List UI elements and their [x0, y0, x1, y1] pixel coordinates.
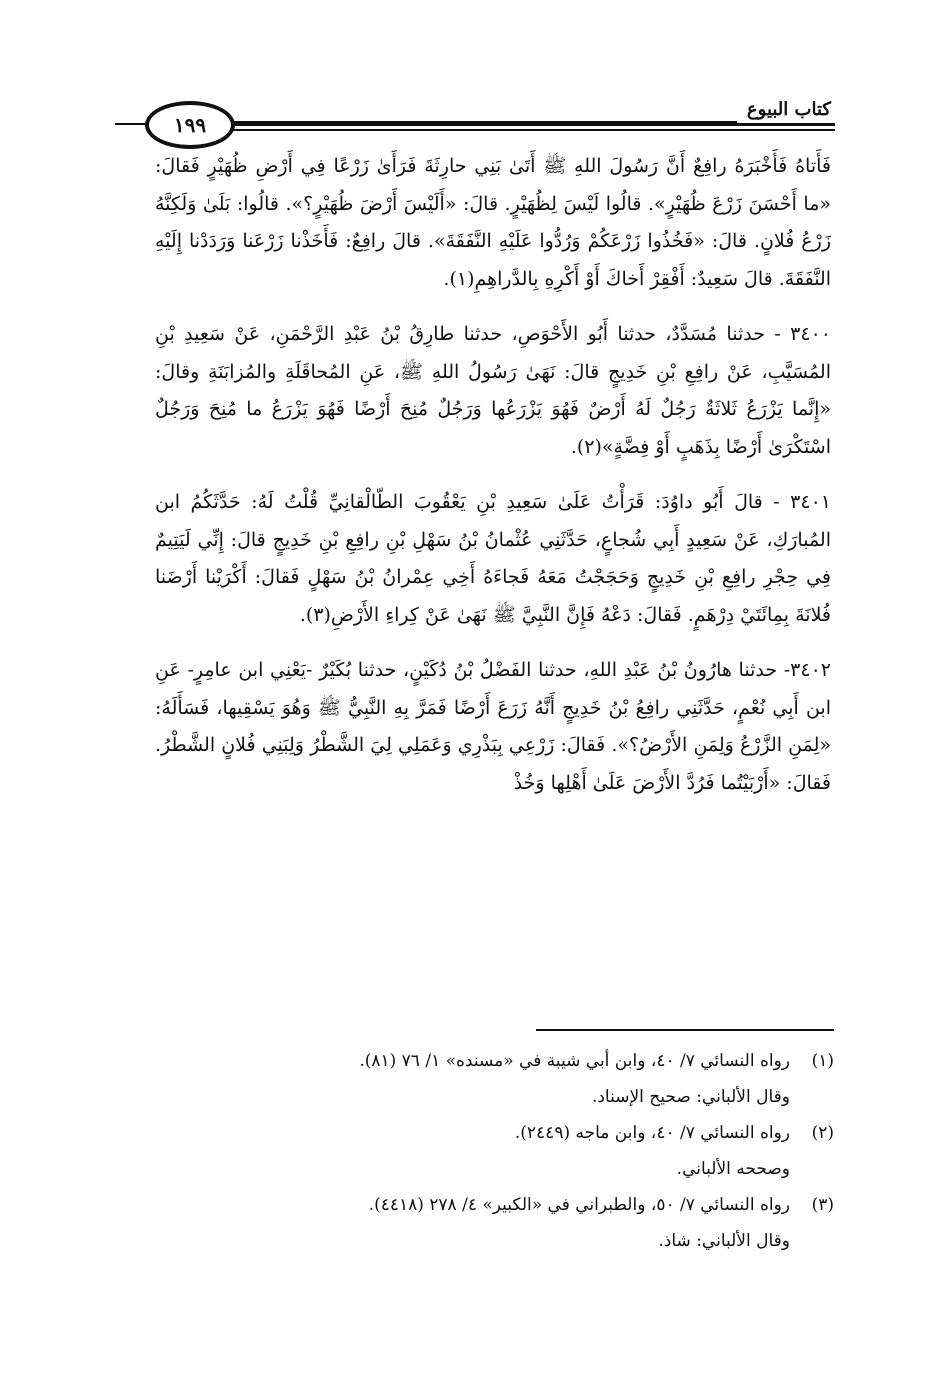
footnotes: [240, 1043, 834, 1259]
footnote-text: وقال الألباني: شاذ.: [658, 1231, 790, 1251]
header-rule-thin: [210, 129, 835, 131]
footnote-3: [240, 1187, 834, 1223]
page-number: ١٩٩: [173, 113, 207, 137]
hadith-3401: ٣٤٠١ - قالَ أَبُو داوُدَ: قَرَأْتُ عَلَىٰ سَعِيدِ بْنِ يَعْقُوبَ الطّالْقانِيِّ قُلْتُ لَهُ: حَدَّثَكُمُ ابن المُبارَكِ، عَنْ سَعِيدٍ أَبِي شُجاعٍ، حَدَّثَنِي عُثْمانُ بْنُ سَهْلِ بْنِ رافِعِ بْنِ خَدِيجٍ قالَ: إِنِّي لَيَتِيمٌ فِي حِجْرِ رافِعِ بْنِ خَدِيجٍ وَحَجَجْتُ مَعَهُ فَجاءَهُ أَخِي عِمْرانُ بْنُ سَهْلٍ فَقالَ: أَكْرَيْنا أَرْضَنا فُلانَةَ بِمِائَتَيْ دِرْهَمٍ. فَقالَ: دَعْهُ فَإِنَّ النَّبِيَّ ﷺ نَهَىٰ عَنْ كِراءِ الأَرْضِ(٣).: [155, 491, 831, 626]
hadith-3402: ٣٤٠٢- حدثنا هارُونُ بْنُ عَبْدِ اللهِ، حدثنا الفَضْلُ بْنُ دُكَيْنٍ، حدثنا بُكَيْرٌ -يَعْنِي ابن عامِرٍ- عَنِ ابن أَبِي نُعْمٍ، حَدَّثَنِي رافِعُ بْنُ خَدِيجٍ أَنَّهُ زَرَعَ أَرْضًا فَمَرَّ بِهِ النَّبِيُّ ﷺ وَهُوَ يَسْقِيها، فَسَأَلَهُ: «لِمَنِ الزَّرْعُ وَلِمَنِ الأَرْضُ؟». فَقالَ: زَرْعِي بِبَذْرِي وَعَمَلِي لِيَ الشَّطْرُ وَلِبَنِي فُلانٍ الشَّطْرُ. فَقالَ: «أَرْبَيْتُما فَرُدَّ الأَرْضَ عَلَىٰ أَهْلِها وَخُذْ: [155, 659, 831, 794]
footnote-1-grade: [240, 1079, 834, 1115]
footnote-text: رواه النسائي ٧/ ٤٠، وابن أبي شيبة في «مسنده» ١/ ٧٦ (٨١).: [359, 1051, 790, 1071]
main-text: [155, 148, 831, 802]
footnote-text: رواه النسائي ٧/ ٥٠، والطبراني في «الكبير» ٤/ ٢٧٨ (٤٤١٨).: [368, 1195, 790, 1215]
footnote-separator: [536, 1029, 834, 1031]
chapter-title: كتاب البيوع: [737, 97, 835, 123]
footnote-number: (٢): [811, 1123, 834, 1143]
footnote-number: (٣): [811, 1195, 834, 1215]
footnote-3-grade: [240, 1223, 834, 1259]
footnote-text: وقال الألباني: صحيح الإسناد.: [591, 1087, 790, 1107]
footnote-2-grade: [240, 1151, 834, 1187]
footnote-number: (١): [811, 1051, 834, 1071]
paragraph-continuation: فَأَتاهُ فَأَخْبَرَهُ رافِعٌ أَنَّ رَسُولَ اللهِ ﷺ أَتَىٰ بَنِي حارِثَةَ فَرَأَىٰ زَرْعًا فِي أَرْضِ ظُهَيْرٍ فَقالَ: «ما أَحْسَنَ زَرْعَ ظُهَيْرٍ». قالُوا لَيْسَ لِظُهَيْرٍ. قالَ: «أَلَيْسَ أَرْضَ ظُهَيْرٍ؟». قالُوا: بَلَىٰ وَلَكِنَّهُ زَرْعُ فُلانٍ. قالَ: «فَخُذُوا زَرْعَكُمْ وَرُدُّوا عَلَيْهِ النَّفَقَةَ». قالَ رافِعٌ: فَأَخَذْنا زَرْعَنا وَرَدَدْنا إِلَيْهِ النَّفَقَةَ. قالَ سَعِيدٌ: أَفْقِرْ أَخاكَ أَوْ أَكْرِهِ بِالدَّراهِمِ(١).: [155, 155, 831, 290]
footnote-text: رواه النسائي ٧/ ٤٠، وابن ماجه (٢٤٤٩).: [514, 1123, 790, 1143]
footnote-2: [240, 1115, 834, 1151]
footnote-text: وصححه الألباني.: [676, 1159, 790, 1179]
footnote-1: [240, 1043, 834, 1079]
page-header: [115, 97, 835, 147]
page-number-badge: [145, 101, 235, 149]
hadith-3400: ٣٤٠٠ - حدثنا مُسَدَّدٌ، حدثنا أَبُو الأَحْوَصِ، حدثنا طارِقُ بْنُ عَبْدِ الرَّحْمَنِ، عَنْ سَعِيدِ بْنِ المُسَيَّبِ، عَنْ رافِعِ بْنِ خَدِيجٍ قالَ: نَهَىٰ رَسُولُ اللهِ ﷺ، عَنِ المُحاقَلَةِ والمُزابَنَةِ وقالَ: «إِنَّما يَزْرَعُ ثَلاثَةٌ رَجُلٌ لَهُ أَرْضٌ فَهُوَ يَزْرَعُها وَرَجُلٌ مُنِحَ أَرْضًا فَهُوَ يَزْرَعُ ما مُنِحَ وَرَجُلٌ اسْتَكْرَىٰ أَرْضًا بِذَهَبٍ أَوْ فِضَّةٍ»(٢).: [155, 323, 831, 458]
